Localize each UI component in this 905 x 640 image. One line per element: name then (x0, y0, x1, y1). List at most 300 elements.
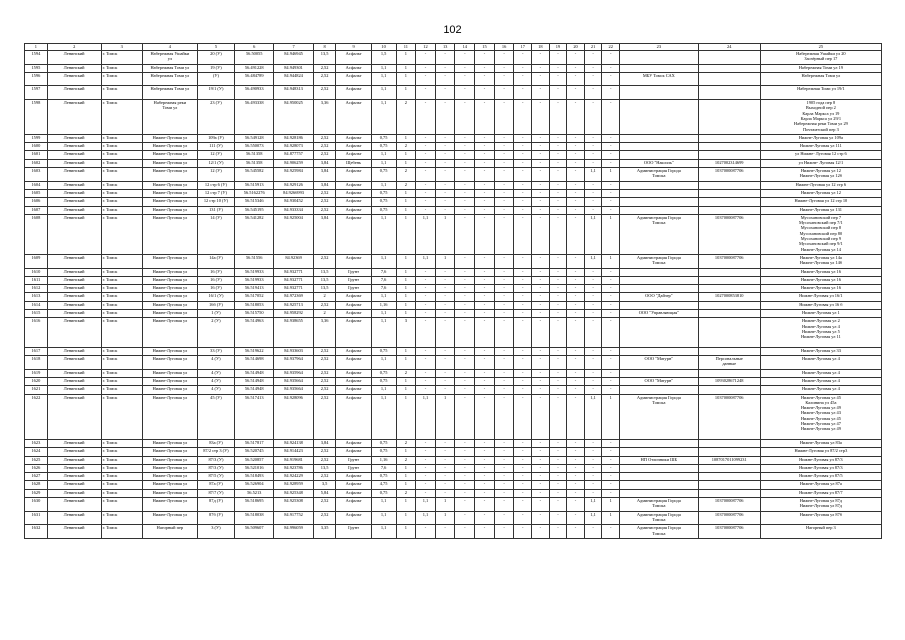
table-cell: г. Томск (101, 134, 142, 142)
table-cell: - (532, 276, 550, 284)
table-cell: - (584, 198, 602, 206)
table-cell: - (455, 100, 475, 135)
table-cell: - (514, 159, 532, 167)
table-cell: - (549, 369, 567, 377)
table-cell: - (455, 214, 475, 254)
table-cell: Ленинский (47, 378, 101, 386)
table-cell: 1600 (25, 143, 48, 151)
table-cell: Ленинский (47, 168, 101, 182)
table-row (25, 310, 882, 318)
table-cell: - (514, 481, 532, 489)
table-cell: - (532, 72, 550, 86)
table-cell: 109а (У) (197, 134, 234, 142)
column-number-cell: 18 (532, 44, 550, 51)
table-cell: - (584, 181, 602, 189)
table-row (25, 159, 882, 167)
table-cell (698, 369, 760, 377)
table-cell: 84.950025 (274, 100, 313, 135)
table-cell: 1 (396, 386, 416, 394)
table-cell (620, 206, 699, 214)
table-cell: - (549, 310, 567, 318)
table-cell: 1093028671248 (698, 378, 760, 386)
table-cell: 84.996059 (274, 525, 313, 539)
table-cell: 87/7 (У) (197, 489, 234, 497)
table-row (25, 318, 882, 348)
table-cell: г. Томск (101, 206, 142, 214)
table-cell (620, 439, 699, 447)
table-cell: 2 (396, 100, 416, 135)
table-cell: - (549, 525, 567, 539)
table-cell: Ленинский (47, 285, 101, 293)
table-cell: 56.484789 (235, 72, 274, 86)
table-cell: Нижне-Луговая ул (142, 378, 197, 386)
table-cell: - (416, 525, 436, 539)
table-cell: 87а (У) (197, 481, 234, 489)
table-cell: - (416, 168, 436, 182)
table-cell: - (514, 439, 532, 447)
table-cell: - (416, 268, 436, 276)
table-row (25, 378, 882, 386)
table-cell: 56.5162276 (235, 189, 274, 197)
table-cell: - (567, 378, 585, 386)
table-cell: 131 (У) (197, 206, 234, 214)
table-cell: 2,52 (313, 254, 336, 268)
table-cell: - (602, 439, 620, 447)
table-cell: 23 (У) (197, 100, 234, 135)
table-cell: - (475, 439, 495, 447)
table-cell: - (532, 181, 550, 189)
table-cell: - (567, 285, 585, 293)
table-row (25, 489, 882, 497)
table-cell: г. Томск (101, 276, 142, 284)
table-cell: - (532, 64, 550, 72)
table-cell: Ленинский (47, 254, 101, 268)
table-cell: 1037000087706 (698, 168, 760, 182)
table-cell: - (584, 72, 602, 86)
table-cell: - (602, 285, 620, 293)
table-cell (698, 143, 760, 151)
table-cell: г. Томск (101, 143, 142, 151)
table-cell: 2 (396, 439, 416, 447)
table-cell: 16 (У) (197, 268, 234, 276)
table-cell: 1 (396, 293, 416, 301)
table-cell: - (549, 100, 567, 135)
table-cell: 1 (396, 394, 416, 439)
table-cell: - (567, 293, 585, 301)
table-cell: 1,1 (371, 254, 396, 268)
table-cell (620, 151, 699, 159)
table-cell: 1616 (25, 318, 48, 348)
table-cell: - (549, 356, 567, 370)
table-cell: - (532, 198, 550, 206)
table-cell (620, 473, 699, 481)
table-cell: Асфальт (336, 394, 371, 439)
table-cell: 3 (У) (197, 525, 234, 539)
table-cell: 1605 (25, 189, 48, 197)
table-row (25, 100, 882, 135)
table-cell: Асфальт (336, 214, 371, 254)
table-cell: - (602, 181, 620, 189)
table-cell: 2,52 (313, 394, 336, 439)
table-cell: - (532, 481, 550, 489)
table-cell: - (567, 254, 585, 268)
table-cell (698, 347, 760, 355)
table-cell: 1629 (25, 489, 48, 497)
table-cell: - (455, 198, 475, 206)
table-row (25, 473, 882, 481)
table-cell (698, 51, 760, 65)
table-cell: 1 (602, 498, 620, 512)
table-cell: - (567, 168, 585, 182)
table-cell: Нижне-Луговая ул 16 (760, 276, 881, 284)
table-cell (620, 489, 699, 497)
table-cell: 1 (602, 394, 620, 439)
table-cell: 56.491228 (235, 64, 274, 72)
table-cell: 1 (396, 301, 416, 309)
table-cell: Нижне-Луговая ул (142, 206, 197, 214)
table-row (25, 181, 882, 189)
table-cell: - (475, 214, 495, 254)
table-cell: Нижне-Луговая ул 87б (760, 511, 881, 525)
table-cell: - (435, 64, 455, 72)
table-cell: - (584, 473, 602, 481)
table-cell (620, 464, 699, 472)
table-cell: 13,5 (313, 276, 336, 284)
table-cell: 1 (396, 473, 416, 481)
table-cell: 1,1 (584, 394, 602, 439)
table-cell: 84.937964 (274, 356, 313, 370)
table-cell: 1037000087706 (698, 511, 760, 525)
table-cell: 2,52 (313, 378, 336, 386)
table-cell (620, 143, 699, 151)
table-cell: Ленинский (47, 86, 101, 100)
table-cell: - (494, 181, 514, 189)
table-row (25, 301, 882, 309)
table-cell: - (584, 378, 602, 386)
table-cell: - (532, 473, 550, 481)
table-cell (620, 386, 699, 394)
table-cell: - (416, 293, 436, 301)
table-cell: 1 (396, 151, 416, 159)
table-cell: Асфальт (336, 206, 371, 214)
table-cell: - (532, 464, 550, 472)
table-cell: Нижне-Луговая ул (142, 310, 197, 318)
table-cell: - (549, 151, 567, 159)
table-cell: 84.935664 (274, 378, 313, 386)
table-cell: 1623 (25, 439, 48, 447)
table-cell: 84.938655 (274, 318, 313, 348)
table-cell: 56.520745 (235, 448, 274, 456)
table-cell: 0,75 (371, 439, 396, 447)
table-cell: - (416, 51, 436, 65)
table-cell: 1,1 (371, 498, 396, 512)
table-cell: - (584, 134, 602, 142)
table-cell: Набережная Томи ул (142, 64, 197, 72)
table-cell: - (494, 464, 514, 472)
table-cell: Ленинский (47, 214, 101, 254)
table-cell: Нижне-Луговая ул 33 (760, 347, 881, 355)
table-cell (620, 100, 699, 135)
table-cell: - (532, 310, 550, 318)
table-cell: - (602, 378, 620, 386)
table-cell: - (475, 285, 495, 293)
table-cell: 2 (313, 310, 336, 318)
table-cell: Нижне-Луговая ул (142, 448, 197, 456)
table-cell: 56.514948 (235, 386, 274, 394)
table-cell (620, 86, 699, 100)
table-cell: - (514, 100, 532, 135)
table-row (25, 498, 882, 512)
table-cell: - (475, 310, 495, 318)
table-cell (620, 268, 699, 276)
table-cell: - (475, 72, 495, 86)
table-cell: 2,52 (313, 72, 336, 86)
table-cell: - (494, 100, 514, 135)
table-cell: - (494, 386, 514, 394)
table-cell: 1905 года пер 8 Выходной пер 2 Карла Маркса ул 19 Карла Маркса ул 29/1 Набережная реки Томи ул 29 Почтамтский пер 3 (760, 100, 881, 135)
table-cell: 84.914423 (274, 448, 313, 456)
column-number-cell: 23 (620, 44, 699, 51)
table-cell: Набережная Томи ул 19/1 (760, 86, 881, 100)
table-cell: - (435, 347, 455, 355)
table-cell: - (514, 318, 532, 348)
table-cell: г. Томск (101, 100, 142, 135)
table-cell: Ленинский (47, 134, 101, 142)
column-number-cell: 11 (396, 44, 416, 51)
table-cell: Нижне-Луговая ул (142, 134, 197, 142)
table-cell: 1620 (25, 378, 48, 386)
table-cell: Нижне-Луговая ул (142, 511, 197, 525)
table-cell: - (435, 378, 455, 386)
table-cell: 2,52 (313, 347, 336, 355)
table-cell: - (475, 511, 495, 525)
table-cell: - (435, 310, 455, 318)
table-cell: Нижне-Луговая ул 1 (760, 310, 881, 318)
table-cell: - (514, 378, 532, 386)
table-cell: Ленинский (47, 489, 101, 497)
table-cell: 1,1 (371, 511, 396, 525)
table-cell: 0,75 (371, 378, 396, 386)
table-cell: 3,84 (313, 159, 336, 167)
table-cell: - (602, 293, 620, 301)
table-cell: - (514, 525, 532, 539)
table-cell: 33 (У) (197, 347, 234, 355)
table-cell: - (416, 143, 436, 151)
table-cell: Ленинский (47, 159, 101, 167)
table-cell: - (514, 448, 532, 456)
table-cell: - (514, 189, 532, 197)
table-cell: - (567, 310, 585, 318)
table-cell: - (602, 489, 620, 497)
table-cell: 1,16 (371, 301, 396, 309)
table-cell: Нижне-Луговая ул (142, 285, 197, 293)
table-cell (698, 100, 760, 135)
table-cell: Нижне-Луговая ул 87/7 (760, 489, 881, 497)
table-cell: - (416, 473, 436, 481)
table-cell: - (435, 448, 455, 456)
table-cell: - (567, 100, 585, 135)
table-cell: - (494, 378, 514, 386)
table-cell: - (416, 159, 436, 167)
table-cell: - (416, 464, 436, 472)
table-cell: Нижне-Луговая ул (142, 369, 197, 377)
table-cell: - (602, 86, 620, 100)
table-cell (698, 318, 760, 348)
table-cell: - (435, 293, 455, 301)
table-cell: Асфальт (336, 481, 371, 489)
table-cell: Нижне-Луговая ул (142, 151, 197, 159)
table-cell (698, 198, 760, 206)
table-cell (620, 301, 699, 309)
table-cell: Нижне-Луговая ул (142, 386, 197, 394)
table-cell: 84.925984 (274, 168, 313, 182)
table-cell: - (435, 159, 455, 167)
table-row (25, 464, 882, 472)
table-cell: - (494, 151, 514, 159)
table-cell: - (475, 369, 495, 377)
table-cell: 12 стр 10 (У) (197, 198, 234, 206)
table-cell: 111 (У) (197, 143, 234, 151)
table-cell: - (514, 293, 532, 301)
table-cell: - (602, 143, 620, 151)
table-cell: 2,52 (313, 134, 336, 142)
table-cell: 84.946945 (274, 51, 313, 65)
table-cell: - (475, 301, 495, 309)
column-number-cell: 12 (416, 44, 436, 51)
table-cell: - (514, 198, 532, 206)
table-cell: - (435, 301, 455, 309)
table-cell: Асфальт (336, 369, 371, 377)
table-row (25, 168, 882, 182)
table-cell (698, 189, 760, 197)
table-cell: - (532, 268, 550, 276)
table-cell: Ленинский (47, 310, 101, 318)
table-cell: 2 (313, 293, 336, 301)
table-cell: 1 (602, 254, 620, 268)
table-cell: 13,5 (313, 268, 336, 276)
table-cell: 1602 (25, 159, 48, 167)
table-cell: 2,52 (313, 473, 336, 481)
table-cell (698, 464, 760, 472)
table-cell: 2,52 (313, 86, 336, 100)
table-cell: 1,1 (371, 310, 396, 318)
table-cell: - (584, 356, 602, 370)
table-cell: - (455, 134, 475, 142)
table-cell: - (549, 439, 567, 447)
table-cell: - (455, 72, 475, 86)
table-cell: 56.520857 (235, 456, 274, 464)
table-cell: - (455, 378, 475, 386)
table-cell: Ленинский (47, 511, 101, 525)
table-cell: 7,6 (371, 464, 396, 472)
table-cell: 1598 (25, 100, 48, 135)
table-cell: 84.933603 (274, 347, 313, 355)
table-row (25, 525, 882, 539)
table-cell: - (549, 456, 567, 464)
table-cell: - (475, 168, 495, 182)
table-cell: Администрация Города Томска (620, 525, 699, 539)
table-cell: - (416, 134, 436, 142)
table-row (25, 347, 882, 355)
table-cell: 0,75 (371, 489, 396, 497)
table-cell: Асфальт (336, 198, 371, 206)
table-cell: 20 (У) (197, 51, 234, 65)
table-cell: ООО "Наксиль" (620, 159, 699, 167)
table-cell: 56.5213 (235, 489, 274, 497)
table-cell: - (584, 448, 602, 456)
table-cell: 1599 (25, 134, 48, 142)
table-cell: - (475, 473, 495, 481)
table-cell: - (549, 181, 567, 189)
table-cell: 13,5 (313, 285, 336, 293)
table-cell: Ленинский (47, 189, 101, 197)
table-cell: - (532, 511, 550, 525)
table-cell: 3,36 (313, 100, 336, 135)
table-cell: 1,1 (416, 254, 436, 268)
table-cell: - (549, 378, 567, 386)
table-cell: - (494, 159, 514, 167)
table-row (25, 151, 882, 159)
table-cell: 87/3 (У) (197, 464, 234, 472)
table-cell: 2,52 (313, 386, 336, 394)
table-cell: - (435, 285, 455, 293)
table-cell (698, 276, 760, 284)
table-row (25, 64, 882, 72)
table-cell: Ленинский (47, 268, 101, 276)
table-cell: г. Томск (101, 525, 142, 539)
table-cell: - (475, 254, 495, 268)
table-cell: 1 (396, 448, 416, 456)
table-cell: Асфальт (336, 448, 371, 456)
table-cell: - (435, 51, 455, 65)
table-cell: 84.925348 (274, 489, 313, 497)
table-cell: 84.925713 (274, 301, 313, 309)
table-cell: Ленинский (47, 525, 101, 539)
table-cell: - (455, 301, 475, 309)
table-cell: 3,35 (313, 525, 336, 539)
table-cell: - (475, 64, 495, 72)
table-cell: - (514, 498, 532, 512)
table-cell: - (455, 86, 475, 100)
table-cell: 1628 (25, 481, 48, 489)
table-cell: г. Томск (101, 268, 142, 276)
table-cell: 0,75 (371, 134, 396, 142)
table-cell: - (549, 51, 567, 65)
table-cell: - (514, 143, 532, 151)
table-cell: - (416, 86, 436, 100)
table-cell: 1,5 (371, 51, 396, 65)
table-cell: - (549, 206, 567, 214)
table-cell (620, 347, 699, 355)
table-cell: 56.541282 (235, 214, 274, 254)
table-cell: Персональные данные (698, 356, 760, 370)
table-cell: - (532, 168, 550, 182)
table-cell: г. Томск (101, 198, 142, 206)
table-cell: - (455, 448, 475, 456)
table-cell: - (514, 489, 532, 497)
table-cell: 3,84 (313, 168, 336, 182)
table-cell: - (532, 206, 550, 214)
table-cell: - (455, 143, 475, 151)
column-number-cell: 19 (549, 44, 567, 51)
table-cell: 1613 (25, 293, 48, 301)
table-cell: - (455, 181, 475, 189)
table-cell: 16/1 (У) (197, 293, 234, 301)
table-cell: Нижне-Луговая ул (142, 318, 197, 348)
table-cell: - (416, 481, 436, 489)
table-cell: 16 (У) (197, 285, 234, 293)
table-cell: 2,52 (313, 64, 336, 72)
